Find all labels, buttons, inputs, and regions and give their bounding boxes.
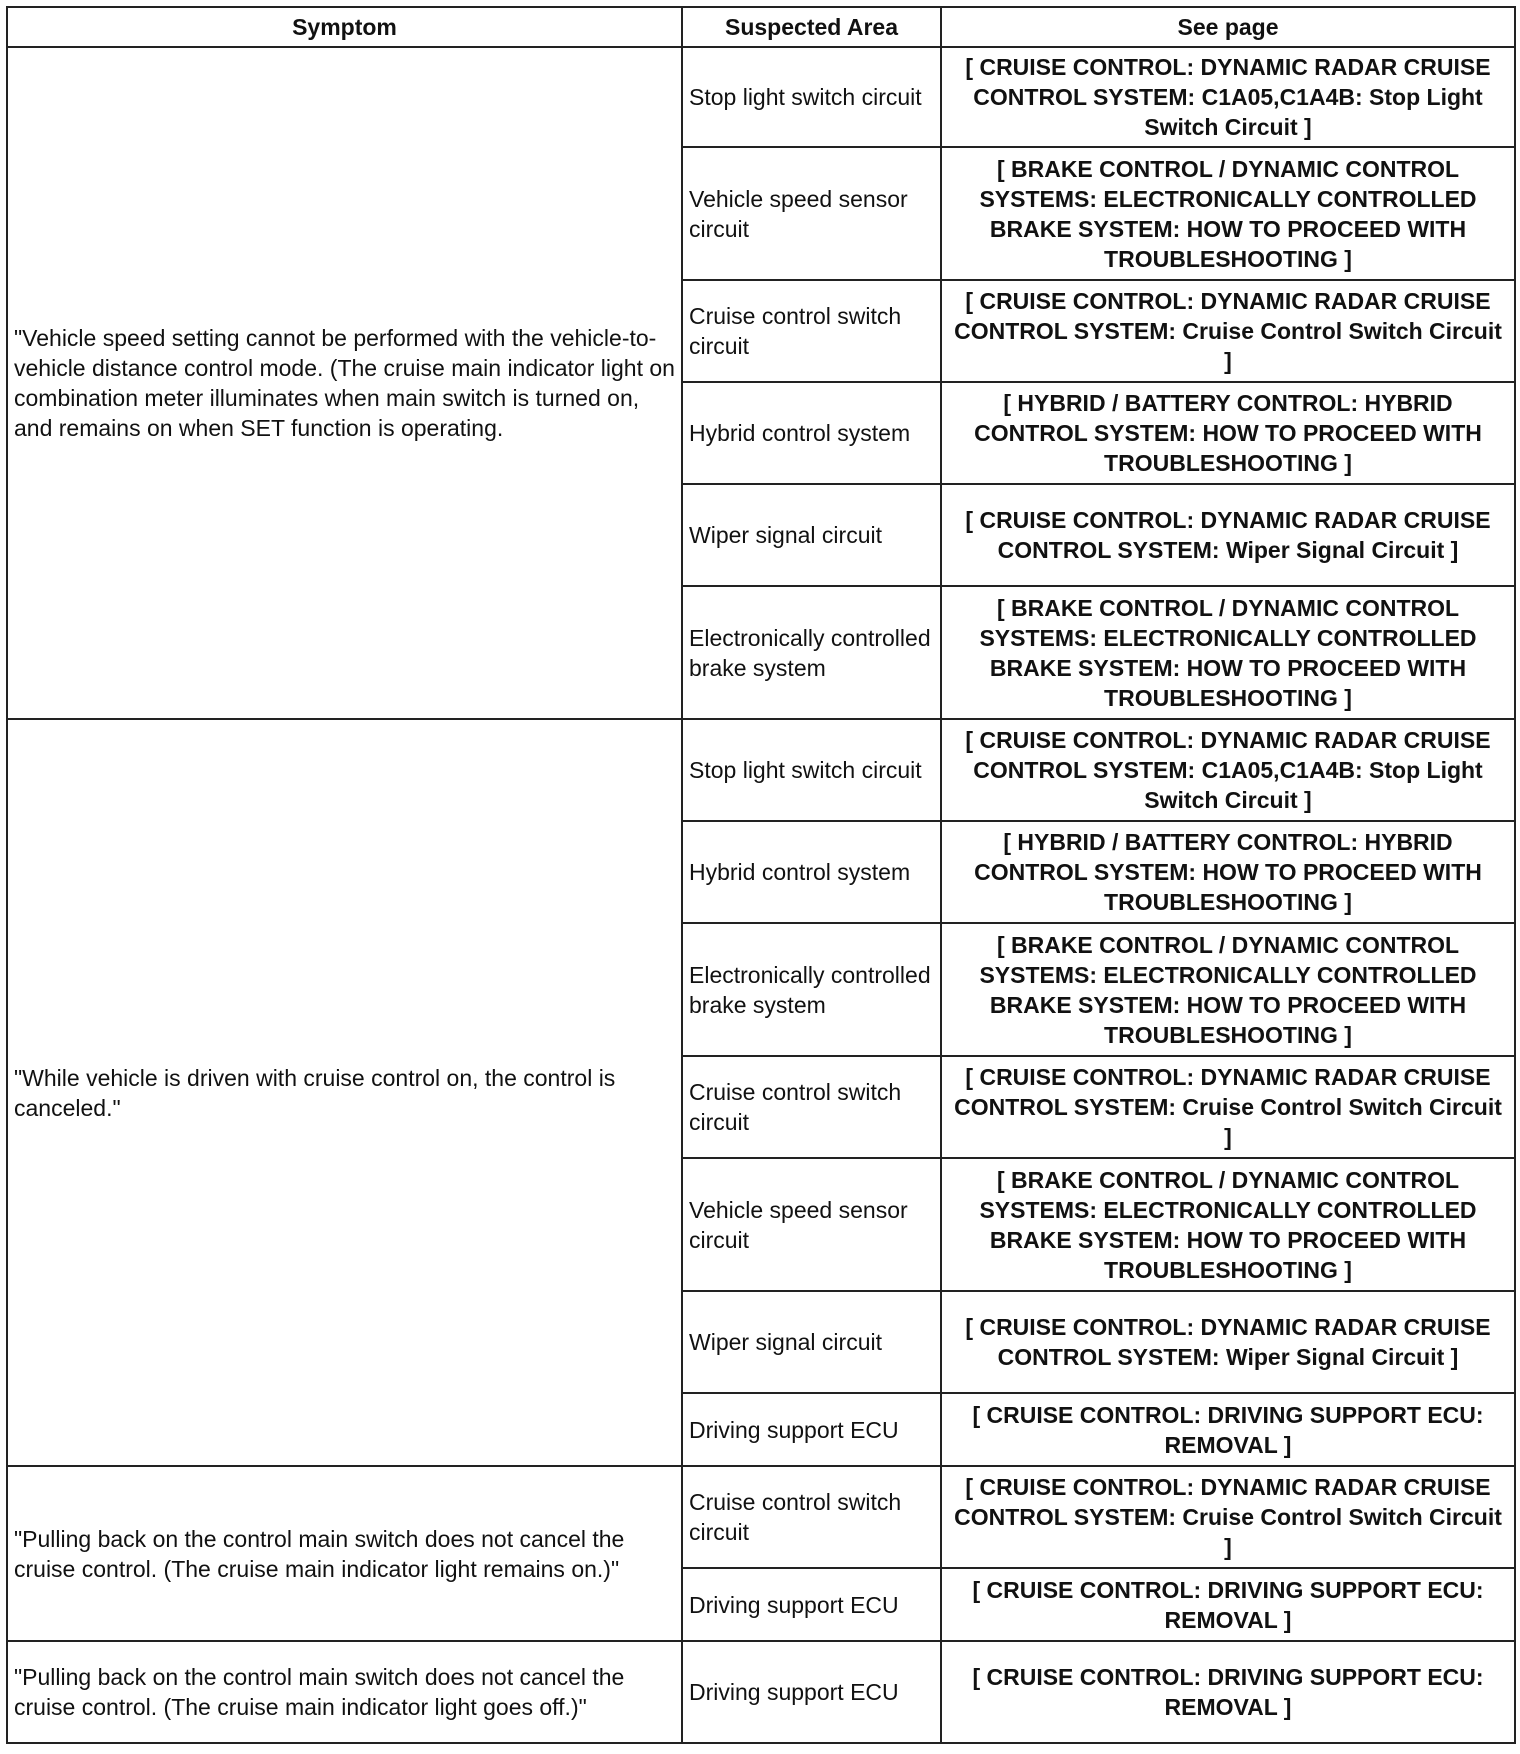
suspected-area-cell: Electronically controlled brake system: [682, 586, 941, 719]
see-page-cell: [ CRUISE CONTROL: DYNAMIC RADAR CRUISE CONTROL SYSTEM: C1A05,C1A4B: Stop Light Switch Circuit ]: [941, 719, 1515, 821]
see-page-cell: [ CRUISE CONTROL: DYNAMIC RADAR CRUISE CONTROL SYSTEM: Wiper Signal Circuit ]: [941, 1291, 1515, 1393]
see-page-cell: [ CRUISE CONTROL: DYNAMIC RADAR CRUISE CONTROL SYSTEM: C1A05,C1A4B: Stop Light Switch Circuit ]: [941, 47, 1515, 147]
table-row: [7, 719, 1515, 821]
see-page-cell: [ CRUISE CONTROL: DRIVING SUPPORT ECU: REMOVAL ]: [941, 1641, 1515, 1743]
symptom-cell: "Pulling back on the control main switch does not cancel the cruise control. (The cruise main indicator light remains on.)": [7, 1466, 682, 1641]
table-row: [7, 1466, 1515, 1568]
table-row: [7, 1641, 1515, 1743]
header-see-page: See page: [941, 7, 1515, 47]
suspected-area-cell: Cruise control switch circuit: [682, 1056, 941, 1158]
suspected-area-cell: Cruise control switch circuit: [682, 1466, 941, 1568]
table-row: [7, 47, 1515, 147]
symptom-cell: "Vehicle speed setting cannot be performed with the vehicle-to-vehicle distance control mode. (The cruise main indicator light on combination meter illuminates when main switch is turned on, and remains on when SET function is operating.: [7, 47, 682, 719]
see-page-cell: [ HYBRID / BATTERY CONTROL: HYBRID CONTROL SYSTEM: HOW TO PROCEED WITH TROUBLESHOOTING ]: [941, 382, 1515, 484]
header-row: [7, 7, 1515, 47]
see-page-cell: [ BRAKE CONTROL / DYNAMIC CONTROL SYSTEMS: ELECTRONICALLY CONTROLLED BRAKE SYSTEM: HOW TO PROCEED WITH TROUBLESHOOTING ]: [941, 923, 1515, 1056]
see-page-cell: [ CRUISE CONTROL: DYNAMIC RADAR CRUISE CONTROL SYSTEM: Wiper Signal Circuit ]: [941, 484, 1515, 586]
header-suspected-area: Suspected Area: [682, 7, 941, 47]
suspected-area-cell: Wiper signal circuit: [682, 1291, 941, 1393]
table-body: [7, 47, 1515, 1743]
see-page-cell: [ CRUISE CONTROL: DRIVING SUPPORT ECU: REMOVAL ]: [941, 1393, 1515, 1466]
see-page-cell: [ BRAKE CONTROL / DYNAMIC CONTROL SYSTEMS: ELECTRONICALLY CONTROLLED BRAKE SYSTEM: HOW TO PROCEED WITH TROUBLESHOOTING ]: [941, 586, 1515, 719]
see-page-cell: [ BRAKE CONTROL / DYNAMIC CONTROL SYSTEMS: ELECTRONICALLY CONTROLLED BRAKE SYSTEM: HOW TO PROCEED WITH TROUBLESHOOTING ]: [941, 147, 1515, 280]
suspected-area-cell: Vehicle speed sensor circuit: [682, 147, 941, 280]
see-page-cell: [ CRUISE CONTROL: DYNAMIC RADAR CRUISE CONTROL SYSTEM: Cruise Control Switch Circuit ]: [941, 1466, 1515, 1568]
see-page-cell: [ HYBRID / BATTERY CONTROL: HYBRID CONTROL SYSTEM: HOW TO PROCEED WITH TROUBLESHOOTING ]: [941, 821, 1515, 923]
header-symptom: Symptom: [7, 7, 682, 47]
suspected-area-cell: Stop light switch circuit: [682, 47, 941, 147]
table-header: [7, 7, 1515, 47]
suspected-area-cell: Wiper signal circuit: [682, 484, 941, 586]
suspected-area-cell: Driving support ECU: [682, 1641, 941, 1743]
suspected-area-cell: Cruise control switch circuit: [682, 280, 941, 382]
suspected-area-cell: Stop light switch circuit: [682, 719, 941, 821]
see-page-cell: [ CRUISE CONTROL: DYNAMIC RADAR CRUISE CONTROL SYSTEM: Cruise Control Switch Circuit ]: [941, 1056, 1515, 1158]
suspected-area-cell: Electronically controlled brake system: [682, 923, 941, 1056]
symptom-cell: "Pulling back on the control main switch does not cancel the cruise control. (The cruise main indicator light goes off.)": [7, 1641, 682, 1743]
see-page-cell: [ CRUISE CONTROL: DYNAMIC RADAR CRUISE CONTROL SYSTEM: Cruise Control Switch Circuit ]: [941, 280, 1515, 382]
see-page-cell: [ CRUISE CONTROL: DRIVING SUPPORT ECU: REMOVAL ]: [941, 1568, 1515, 1641]
suspected-area-cell: Driving support ECU: [682, 1393, 941, 1466]
see-page-cell: [ BRAKE CONTROL / DYNAMIC CONTROL SYSTEMS: ELECTRONICALLY CONTROLLED BRAKE SYSTEM: HOW TO PROCEED WITH TROUBLESHOOTING ]: [941, 1158, 1515, 1291]
troubleshooting-table: [6, 6, 1516, 1744]
suspected-area-cell: Vehicle speed sensor circuit: [682, 1158, 941, 1291]
suspected-area-cell: Hybrid control system: [682, 821, 941, 923]
suspected-area-cell: Driving support ECU: [682, 1568, 941, 1641]
symptom-cell: "While vehicle is driven with cruise control on, the control is canceled.": [7, 719, 682, 1466]
suspected-area-cell: Hybrid control system: [682, 382, 941, 484]
